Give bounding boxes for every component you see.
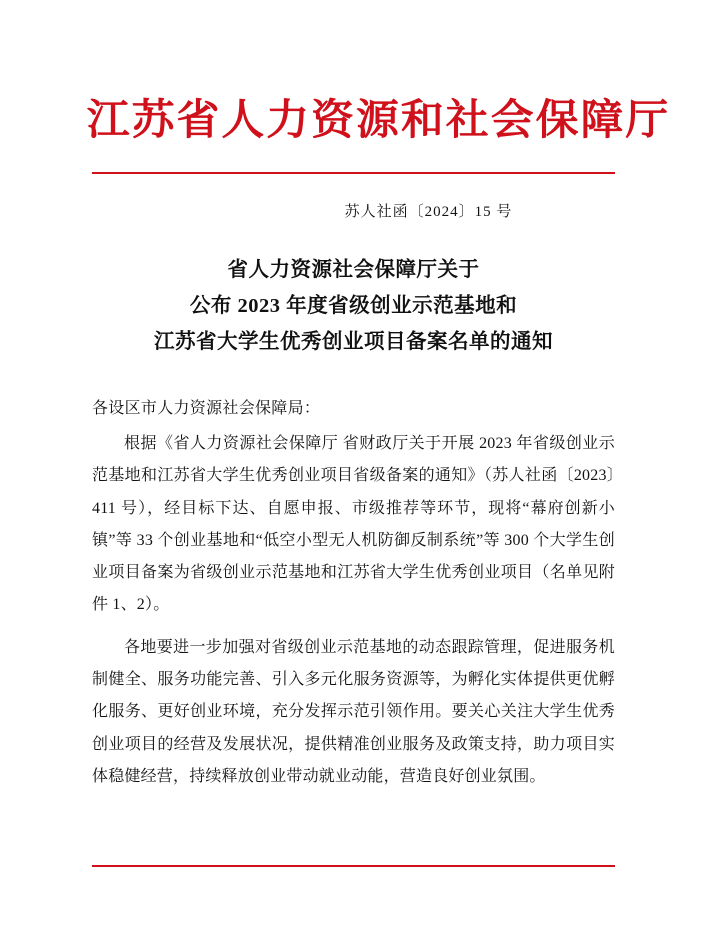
masthead-title: 江苏省人力资源和社会保障厅: [86, 95, 671, 144]
page-title-line-1: 省人力资源社会保障厅关于: [227, 259, 480, 282]
footer-red-rule: [92, 865, 615, 867]
body-paragraph-2: 各地要进一步加强对省级创业示范基地的动态跟踪管理，促进服务机制健全、服务功能完善、引入多元化服务资源等，为孵化实体提供更优孵化服务、更好创业环境，充分发挥示范引领作用。要关心关注大学生优秀创业项目的经营及发展状况，提供精准创业服务及政策支持，助力项目实体稳健经营，持续释放创业带动就业动能，营造良好创业氛围。: [92, 638, 615, 786]
document-number: 苏人社函〔2024〕15 号: [344, 204, 513, 221]
header-red-rule: [92, 172, 615, 174]
page-title-line-3: 江苏省大学生优秀创业项目备案名单的通知: [154, 331, 553, 354]
salutation: 各设区市人力资源社会保障局：: [92, 399, 321, 417]
document-page: [0, 96, 707, 951]
body-paragraph-1: 根据《省人力资源社会保障厅 省财政厅关于开展 2023 年省级创业示范基地和江苏省大学生优秀创业项目省级备案的通知》（苏人社函〔2023〕411 号），经目标下达、自愿申报、市级推荐等环节，现将“幕府创新小镇”等 33 个创业基地和“低空小型无人机防御反制系统”等 300 个大学生创业项目备案为省级创业示范基地和江苏省大学生优秀创业项目（名单见附件 1、2）。: [92, 434, 615, 614]
page-title: [92, 253, 615, 361]
page-title-line-2: 公布 2023 年度省级创业示范基地和: [189, 295, 518, 318]
